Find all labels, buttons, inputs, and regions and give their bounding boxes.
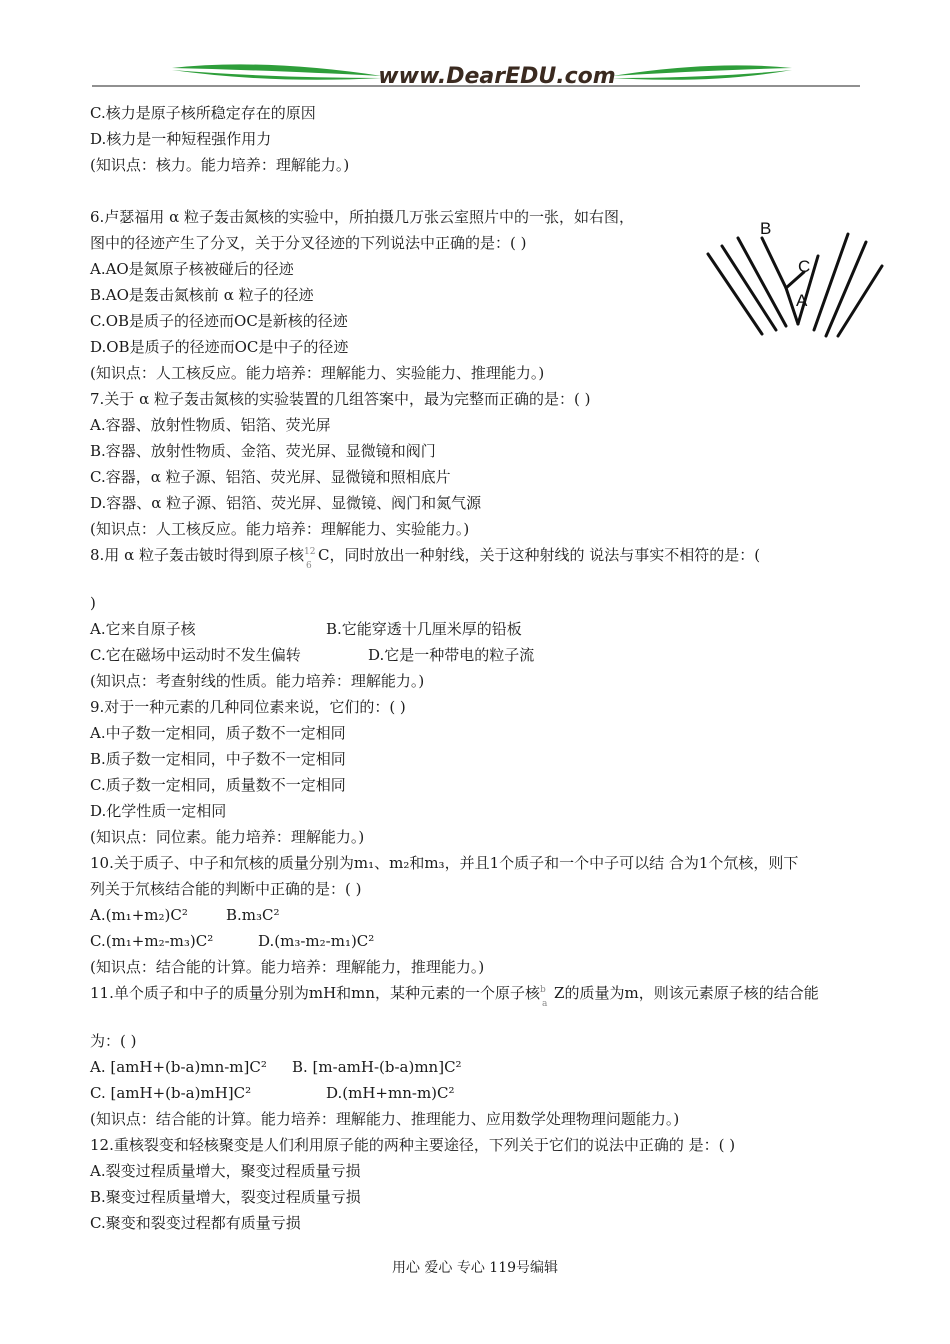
- question-10-note: (知识点：结合能的计算。能力培养：理解能力，推理能力。): [90, 958, 485, 976]
- question-8-options-cd: C.它在磁场中运动时不发生偏转 D.它是一种带电的粒子流: [90, 646, 535, 664]
- option-line: D.核力是一种短程强作用力: [90, 130, 272, 148]
- label-b: B: [760, 219, 772, 238]
- question-12-option-a: A.裂变过程质量增大，聚变过程质量亏损: [90, 1162, 361, 1180]
- question-6-option-b: B.AO是轰击氮核前 α 粒子的径迹: [90, 286, 314, 304]
- question-9-option-b: B.质子数一定相同，中子数不一定相同: [90, 750, 346, 768]
- question-9-option-a: A.中子数一定相同，质子数不一定相同: [90, 724, 346, 742]
- page-header: [92, 56, 860, 96]
- question-7-option-c: C.容器，α 粒子源、铝箔、荧光屏、显微镜和照相底片: [90, 468, 451, 486]
- site-logo: [92, 56, 860, 96]
- knowledge-note: (知识点：核力。能力培养：理解能力。): [90, 156, 350, 174]
- question-8-stem: 8.用 α 粒子轰击铍时得到原子核 12 6 C，同时放出一种射线，关于这种射线的 说法与事实不相符的是：(: [90, 542, 862, 568]
- question-7-note: (知识点：人工核反应。能力培养：理解能力、实验能力。): [90, 520, 470, 538]
- question-9-option-c: C.质子数一定相同，质量数不一定相同: [90, 776, 346, 794]
- isotope-notation: b a: [540, 985, 548, 1009]
- question-9-option-d: D.化学性质一定相同: [90, 802, 227, 820]
- logo-text: www.DearEDU.com: [378, 64, 616, 89]
- question-10-options-ab: A.(m₁+m₂)C² B.m₃C²: [90, 906, 280, 924]
- question-12-stem: 12.重核裂变和轻核聚变是人们利用原子能的两种主要途径，下列关于它们的说法中正确的 是：( ): [90, 1136, 736, 1154]
- question-6-stem-continued: 图中的径迹产生了分叉，关于分叉径迹的下列说法中正确的是：( ): [90, 234, 527, 252]
- question-12-option-c: C.聚变和裂变过程都有质量亏损: [90, 1214, 301, 1232]
- question-12-option-b: B.聚变过程质量增大，裂变过程质量亏损: [90, 1188, 361, 1206]
- question-7-stem: 7.关于 α 粒子轰击氮核的实验装置的几组答案中，最为完整而正确的是：( ): [90, 390, 591, 408]
- question-11-options-cd: C. [amH+(b-a)mH]C² D.(mH+mn-m)C²: [90, 1084, 455, 1102]
- question-6-option-a: A.AO是氮原子核被碰后的径迹: [90, 260, 294, 278]
- cloud-chamber-figure: [700, 212, 890, 352]
- question-9-stem: 9.对于一种元素的几种同位素来说，它们的：( ): [90, 698, 406, 716]
- question-11-note: (知识点：结合能的计算。能力培养：理解能力、推理能力、应用数学处理物理问题能力。): [90, 1110, 680, 1128]
- question-7-option-a: A.容器、放射性物质、铝箔、荧光屏: [90, 416, 331, 434]
- question-6-note: (知识点：人工核反应。能力培养：理解能力、实验能力、推理能力。): [90, 364, 545, 382]
- question-7-option-d: D.容器、α 粒子源、铝箔、荧光屏、显微镜、阀门和氮气源: [90, 494, 482, 512]
- question-10-options-cd: C.(m₁+m₂-m₃)C² D.(m₃-m₂-m₁)C²: [90, 932, 375, 950]
- question-7-option-b: B.容器、放射性物质、金箔、荧光屏、显微镜和阀门: [90, 442, 436, 460]
- question-11-options-ab: A. [amH+(b-a)mn-m]C² B. [m-amH-(b-a)mn]C²: [90, 1058, 462, 1076]
- question-6-stem: 6.卢瑟福用 α 粒子轰击氮核的实验中，所拍摄几万张云室照片中的一张，如右图，: [90, 208, 634, 226]
- question-10-stem-continued: 列关于氘核结合能的判断中正确的是：( ): [90, 880, 362, 898]
- question-9-note: (知识点：同位素。能力培养：理解能力。): [90, 828, 365, 846]
- question-10-stem: 10.关于质子、中子和氘核的质量分别为m₁、m₂和m₃，并且1个质子和一个中子可以结 合为1个氘核，则下: [90, 854, 799, 872]
- isotope-notation: 12 6: [303, 547, 316, 571]
- question-11-stem: 11.单个质子和中子的质量分别为mH和mn，某种元素的一个原子核 b a Z的质量为m，则该元素原子核的结合能: [90, 980, 862, 1006]
- question-8-options-ab: A.它来自原子核 B.它能穿透十几厘米厚的铅板: [90, 620, 522, 638]
- question-6-option-c: C.OB是质子的径迹而OC是新核的径迹: [90, 312, 348, 330]
- page-footer: 用心 爱心 专心 119号编辑: [391, 1260, 559, 1276]
- label-c: C: [798, 257, 811, 276]
- option-line: C.核力是原子核所稳定存在的原因: [90, 104, 316, 122]
- question-8-close: ): [90, 594, 96, 612]
- label-a: A: [796, 291, 808, 310]
- question-11-stem-continued: 为：( ): [90, 1032, 137, 1050]
- question-8-note: (知识点：考查射线的性质。能力培养：理解能力。): [90, 672, 425, 690]
- question-6-option-d: D.OB是质子的径迹而OC是中子的径迹: [90, 338, 349, 356]
